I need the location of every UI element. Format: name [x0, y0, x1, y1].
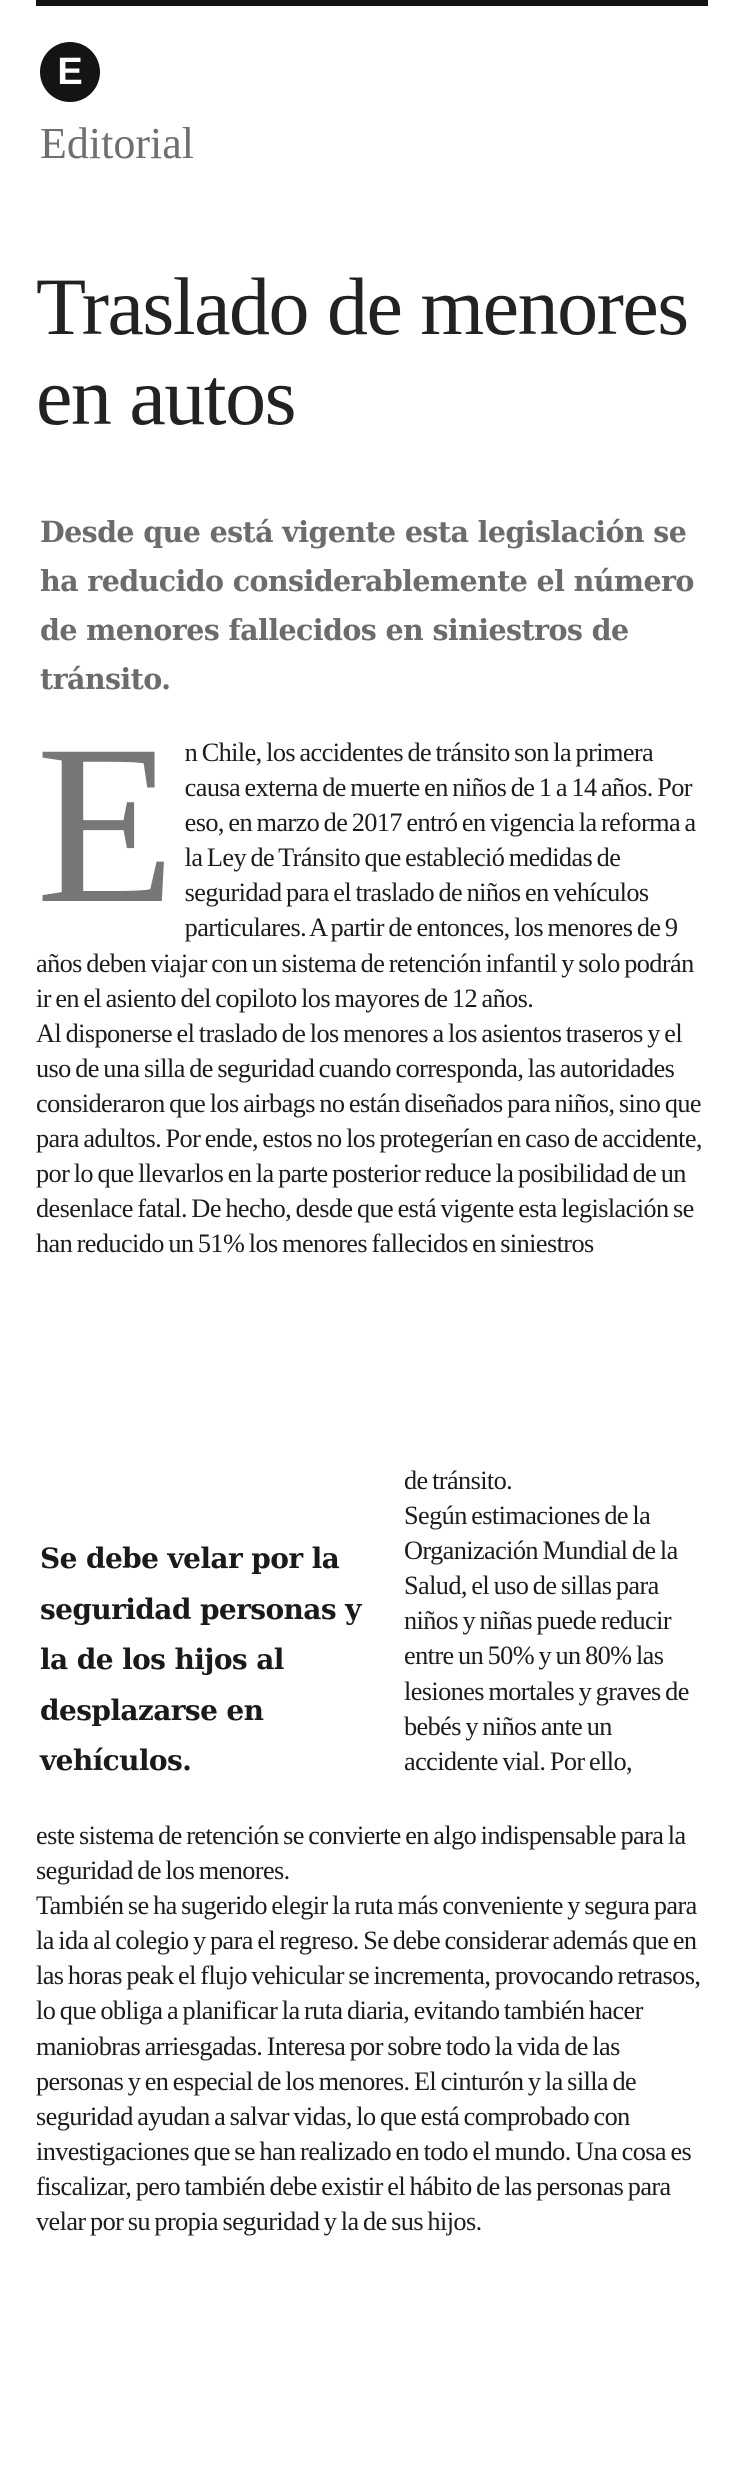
paragraph-1: n Chile, los accidentes de tránsito son la primera causa externa de muerte en niños de 1 a 14 años. Por eso, en marzo de 2017 entró en vigencia la reforma a la Ley de Tránsito que estableció medidas de seguridad para el traslado de niños en vehículos particulares. A partir de entonces, los menores de 9 años deben viajar con un sistema de retención infantil y solo podrán ir en el asiento del copiloto los mayores de 12 años. [36, 738, 696, 1013]
deck: Desde que está vigente esta legislación se ha reducido considerablemente el número de menores fallecidos en siniestros de tránsito. [40, 515, 694, 696]
top-rule [36, 0, 708, 6]
headline: Traslado de menores en autos [36, 261, 688, 442]
pull-quote: Se debe velar por la seguridad personas y la de los hijos al desplazarse en vehículos. [40, 1542, 361, 1777]
section-label: Editorial [40, 119, 194, 168]
body-column-bottom [36, 1818, 708, 2239]
paragraph-2-end: de tránsito. [404, 1466, 513, 1495]
paragraph-2: Al disponerse el traslado de los menores a los asientos traseros y el uso de una silla de seguridad cuando corresponda, las autoridades consideraron que los airbags no están diseñados para niños, sino que para adultos. Por ende, estos no los protegerían en caso de accidente, por lo que llevarlos en la parte posterior reduce la posibilidad de un desenlace fatal. De hecho, desde que está vigente esta legislación se han reducido un 51% los menores fallecidos en siniestros [36, 1018, 702, 1259]
drop-cap: E [36, 699, 175, 951]
paragraph-3-end: este sistema de retención se convierte en algo indispensable para la seguridad de los menores. [36, 1821, 686, 1886]
paragraph-4: También se ha sugerido elegir la ruta más conveniente y segura para la ida al colegio y para el regreso. Se debe considerar además que en las horas peak el flujo vehicular se incrementa, provocando retrasos, lo que obliga a planificar la ruta diaria, evitando también hacer maniobras arriesgadas. Interesa por sobre todo la vida de las personas y en especial de los menores. El cinturón y la silla de seguridad ayudan a salvar vidas, lo que está comprobado con investigaciones que se han realizado en todo el mundo. Una cosa es fiscalizar, pero también debe existir el hábito de las personas para velar por su propia seguridad y la de sus hijos. [36, 1891, 701, 2237]
body-column-right [404, 1463, 710, 1779]
body-column-top [36, 699, 708, 1261]
section-badge-icon: E [40, 42, 100, 102]
paragraph-3: Según estimaciones de la Organización Mundial de la Salud, el uso de sillas para niños y niñas puede reducir entre un 50% y un 80% las lesiones mortales y graves de bebés y niños ante un accidente vial. Por ello, [404, 1501, 689, 1776]
